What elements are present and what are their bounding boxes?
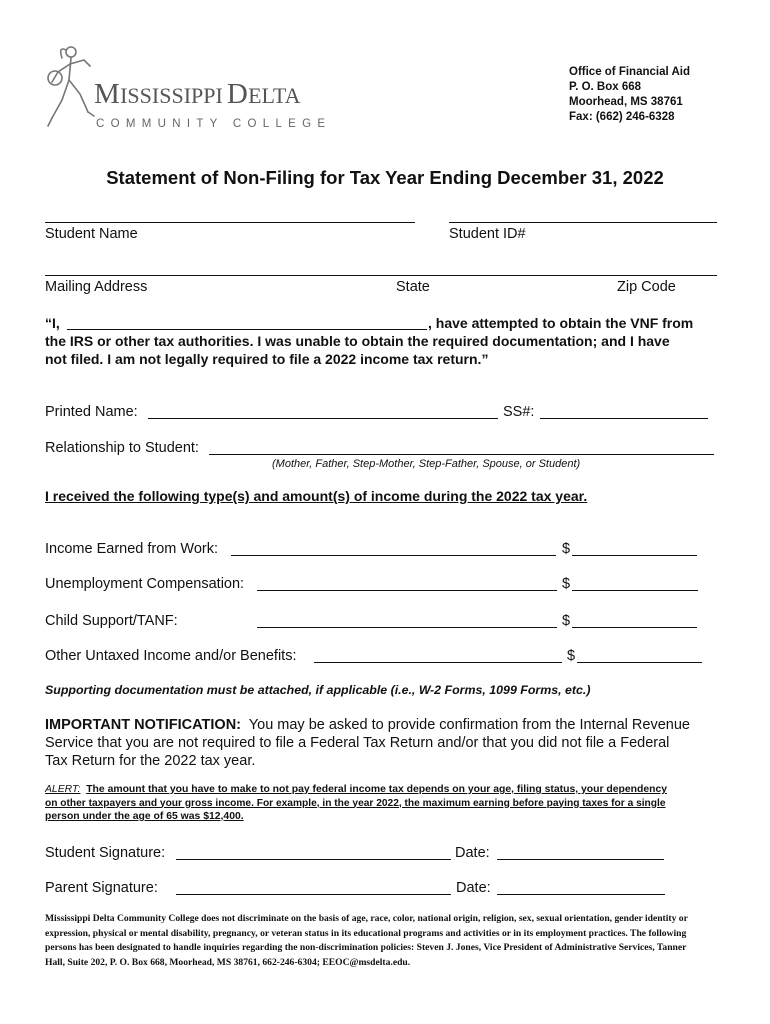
relationship-hint: (Mother, Father, Step-Mother, Step-Father, Spouse, or Student) xyxy=(272,458,581,470)
student-signature-line[interactable] xyxy=(176,859,451,860)
runner-figure-icon xyxy=(44,42,96,130)
state-label: State xyxy=(396,279,430,295)
parent-date-label: Date: xyxy=(456,880,491,896)
important-label: IMPORTANT NOTIFICATION: xyxy=(45,717,241,733)
parent-date-line[interactable] xyxy=(497,894,665,895)
student-name-label: Student Name xyxy=(45,226,138,242)
important-notification xyxy=(45,716,745,770)
mailing-address-label: Mailing Address xyxy=(45,279,148,295)
unemployment-currency: $ xyxy=(562,576,571,592)
logo-subtitle: COMMUNITY COLLEGE xyxy=(96,118,332,130)
parent-signature-label: Parent Signature: xyxy=(45,880,158,896)
logo-wordmark: MISSISSIPPI DELTA xyxy=(94,78,301,110)
unemployment-line[interactable] xyxy=(257,590,557,591)
mailing-address-line[interactable] xyxy=(45,275,717,276)
relationship-line[interactable] xyxy=(209,454,714,455)
income-work-line[interactable] xyxy=(231,555,556,556)
alert-line2: on other taxpayers and your gross income. For example, in the year 2022, the maximum earning before paying taxes for a single xyxy=(45,797,666,809)
college-logo xyxy=(44,42,334,134)
printed-name-label: Printed Name: xyxy=(45,404,138,420)
parent-signature-line[interactable] xyxy=(176,894,451,895)
office-line: Moorhead, MS 38761 xyxy=(569,96,683,108)
income-work-currency: $ xyxy=(562,541,571,557)
statement-line3: not filed. I am not legally required to file a 2022 income tax return.” xyxy=(45,351,489,367)
important-line3: Tax Return for the 2022 tax year. xyxy=(45,753,256,769)
student-id-label: Student ID# xyxy=(449,226,526,242)
non-discrimination-notice xyxy=(45,912,745,970)
important-line1: You may be asked to provide confirmation from the Internal Revenue xyxy=(248,717,690,733)
child-support-amount-line[interactable] xyxy=(572,627,697,628)
printed-name-line[interactable] xyxy=(148,418,498,419)
office-line: P. O. Box 668 xyxy=(569,81,642,93)
alert-label: ALERT: xyxy=(45,784,81,795)
relationship-label: Relationship to Student: xyxy=(45,440,199,456)
statement-line1: , have attempted to obtain the VNF from xyxy=(428,315,694,331)
alert-block xyxy=(45,783,735,824)
statement-line2: the IRS or other tax authorities. I was unable to obtain the required documentation; and I have xyxy=(45,333,670,349)
child-support-currency: $ xyxy=(562,613,571,629)
important-line2: Service that you are not required to file a Federal Tax Return and/or that you did not file a Federal xyxy=(45,735,670,751)
notice-line: expression, physical or mental disability, pregnancy, or veteran status in its educational programs and activities or in its employment practices. The following xyxy=(45,927,687,939)
statement-name-line[interactable] xyxy=(67,329,427,330)
student-date-line[interactable] xyxy=(497,859,664,860)
notice-line: Mississippi Delta Community College does not discriminate on the basis of age, race, color, national origin, religion, sex, sexual orientation, gender identity or xyxy=(45,913,688,924)
untaxed-income-amount-line[interactable] xyxy=(577,662,702,663)
ssn-line[interactable] xyxy=(540,418,708,419)
supporting-docs-note: Supporting documentation must be attached, if applicable (i.e., W-2 Forms, 1099 Forms, etc.) xyxy=(45,683,591,697)
alert-line1: The amount that you have to make to not pay federal income tax depends on your age, filing status, your dependency xyxy=(86,784,668,795)
untaxed-income-label: Other Untaxed Income and/or Benefits: xyxy=(45,648,297,664)
income-work-amount-line[interactable] xyxy=(572,555,697,556)
untaxed-income-currency: $ xyxy=(567,648,576,664)
income-heading: I received the following type(s) and amount(s) of income during the 2022 tax year. xyxy=(45,488,588,504)
office-line: Office of Financial Aid xyxy=(569,66,690,78)
zip-code-label: Zip Code xyxy=(617,279,676,295)
statement-open: “I, xyxy=(45,315,60,331)
office-line: Fax: (662) 246-6328 xyxy=(569,111,675,123)
office-address xyxy=(569,65,690,125)
child-support-line[interactable] xyxy=(257,627,557,628)
income-work-label: Income Earned from Work: xyxy=(45,541,218,557)
unemployment-label: Unemployment Compensation: xyxy=(45,576,245,592)
unemployment-amount-line[interactable] xyxy=(572,590,698,591)
notice-line: persons has been designated to handle inquiries regarding the non-discrimination policies: Steven J. Jones, Vice President of Administrative Services, Tanner xyxy=(45,942,687,953)
student-id-line[interactable] xyxy=(449,222,717,223)
untaxed-income-line[interactable] xyxy=(314,662,562,663)
student-name-line[interactable] xyxy=(45,222,415,223)
ssn-label: SS#: xyxy=(503,404,535,420)
student-signature-label: Student Signature: xyxy=(45,845,166,861)
student-date-label: Date: xyxy=(455,845,490,861)
alert-line3: person under the age of 65 was $12,400. xyxy=(45,811,244,822)
child-support-label: Child Support/TANF: xyxy=(45,613,178,629)
notice-line: Hall, Suite 202, P. O. Box 668, Moorhead, MS 38761, 662-246-6304; EEOC@msdelta.edu. xyxy=(45,956,411,968)
page-title: Statement of Non-Filing for Tax Year Ending December 31, 2022 xyxy=(106,167,664,188)
